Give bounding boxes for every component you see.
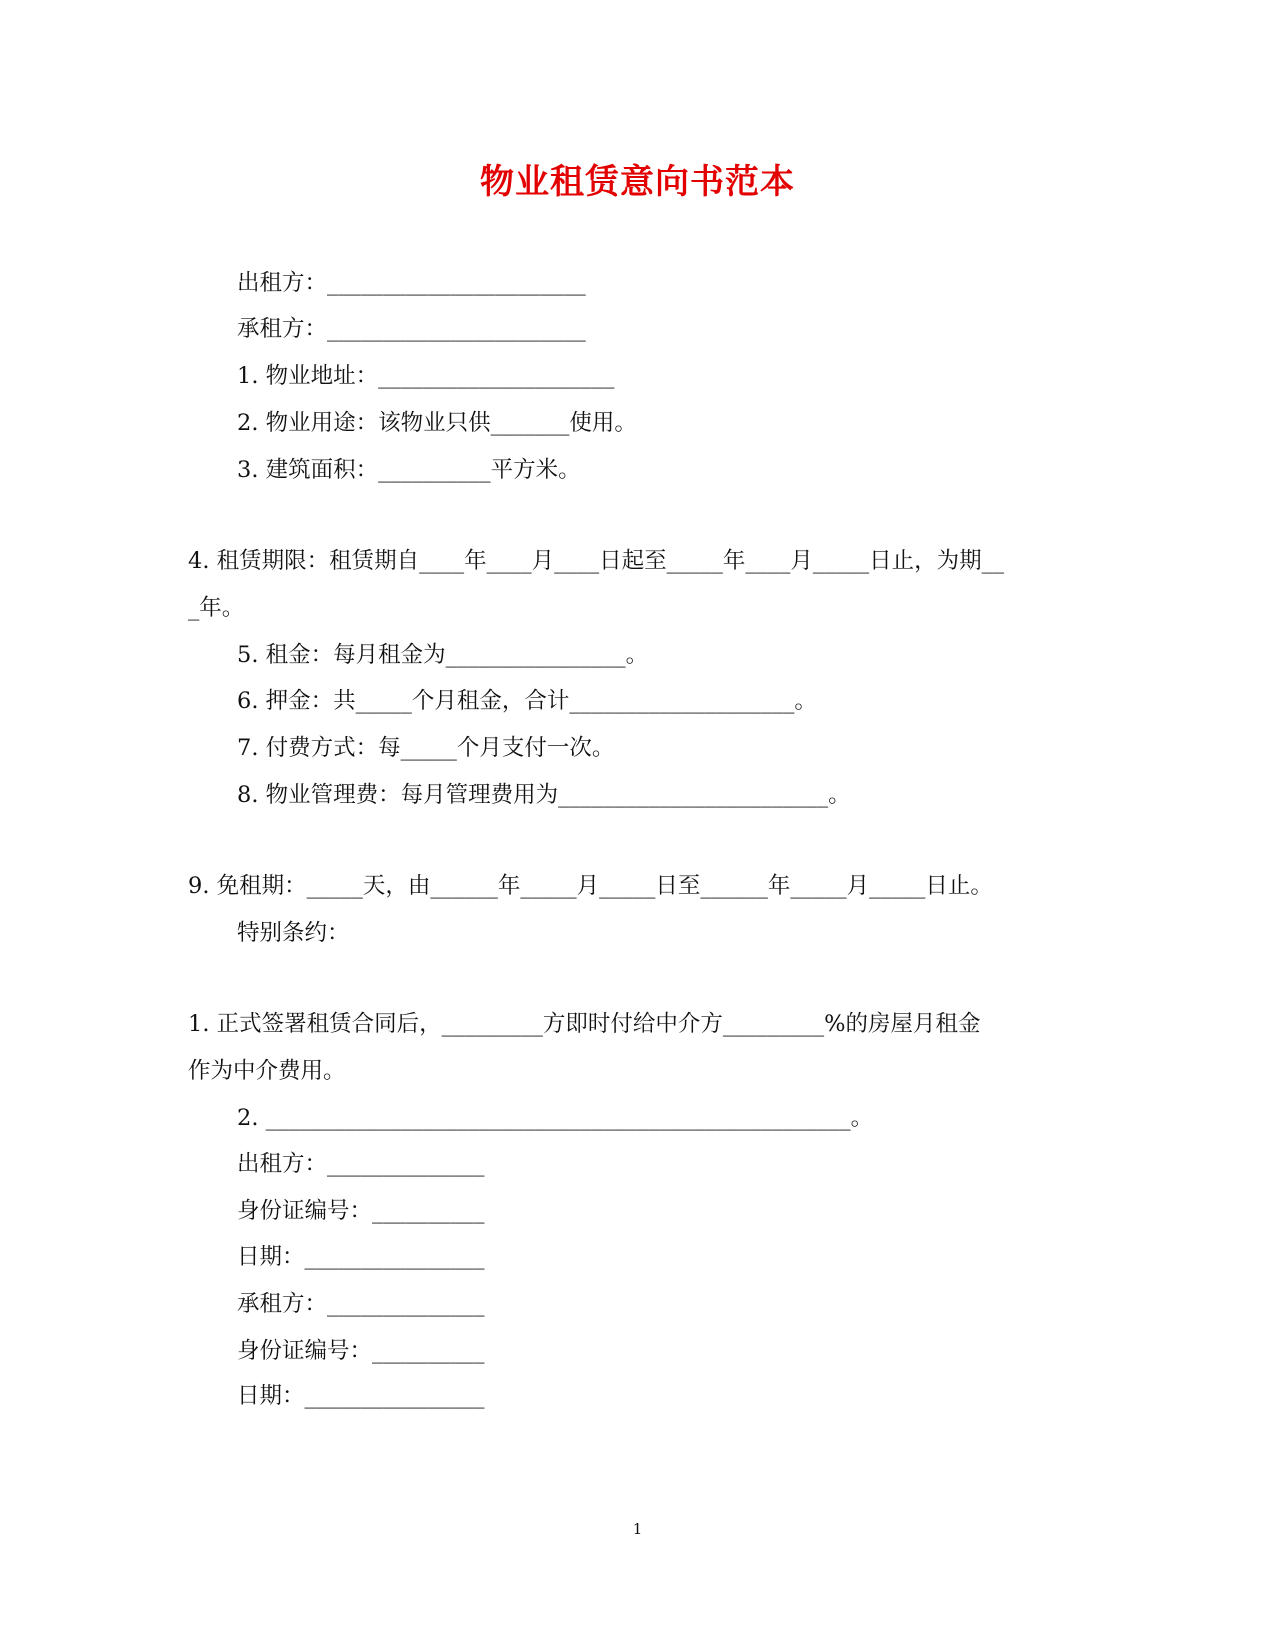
property-use-line: 2. 物业用途：该物业只供_______使用。 xyxy=(237,410,637,436)
lessor-line: 出租方：_______________________ xyxy=(237,270,586,296)
lease-term-line: 4. 租赁期限：租赁期自____年____月____日起至_____年____月_____日止，为期__ xyxy=(188,548,1005,574)
special-terms-heading: 特别条约： xyxy=(237,920,350,946)
rent-free-period-line: 9. 免租期：_____天，由______年_____月_____日至______年_____月_____日止。 xyxy=(188,873,993,899)
special-term-2-line: 2. ____________________________________________________。 xyxy=(237,1105,874,1131)
building-area-line: 3. 建筑面积：__________平方米。 xyxy=(237,457,581,483)
special-term-1-line-continued: 作为中介费用。 xyxy=(188,1058,346,1084)
page-title: 物业租赁意向书范本 xyxy=(480,162,795,202)
rent-line: 5. 租金：每月租金为________________。 xyxy=(237,642,649,668)
signature-lessee-date: 日期：________________ xyxy=(237,1383,485,1409)
signature-lessor: 出租方：______________ xyxy=(237,1151,485,1177)
lease-term-line-continued: _年。 xyxy=(188,595,245,621)
property-address-line: 1. 物业地址：_____________________ xyxy=(237,363,615,389)
payment-method-line: 7. 付费方式：每_____个月支付一次。 xyxy=(237,735,615,761)
management-fee-line: 8. 物业管理费：每月管理费用为________________________。 xyxy=(237,782,851,808)
signature-lessor-date: 日期：________________ xyxy=(237,1244,485,1270)
signature-lessor-id: 身份证编号：__________ xyxy=(237,1198,485,1224)
page-number: 1 xyxy=(632,1520,643,1538)
special-term-1-line: 1. 正式签署租赁合同后，_________方即时付给中介方_________%的房屋月租金 xyxy=(188,1011,981,1037)
signature-lessee-id: 身份证编号：__________ xyxy=(237,1338,485,1364)
signature-lessee: 承租方：______________ xyxy=(237,1291,485,1317)
lessee-line: 承租方：_______________________ xyxy=(237,316,586,342)
deposit-line: 6. 押金：共_____个月租金，合计____________________。 xyxy=(237,688,817,714)
